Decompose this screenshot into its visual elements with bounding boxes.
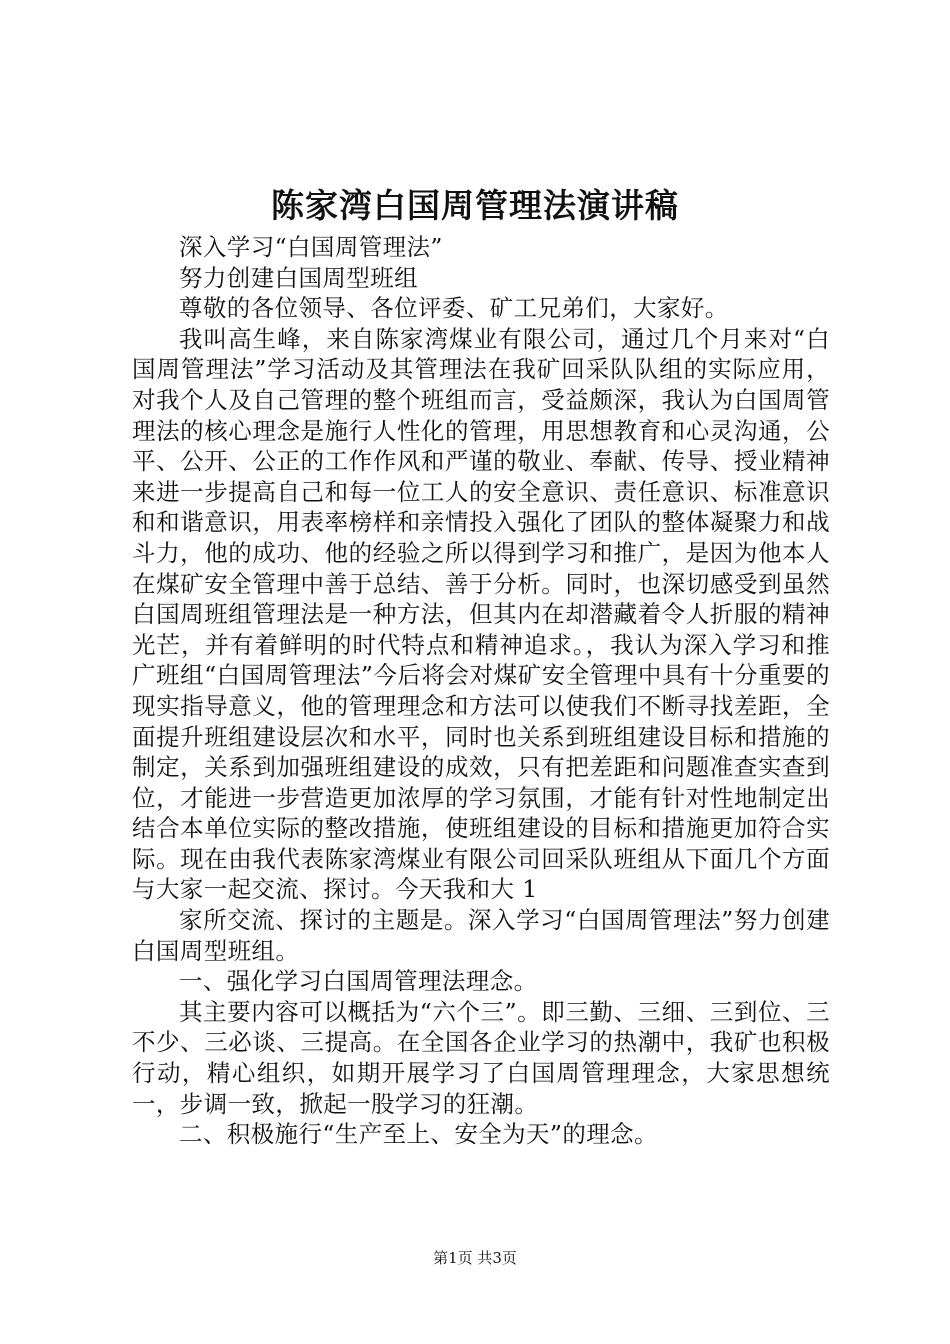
document-body [132,232,830,1150]
paragraph-heading-2: 二、积极施行“生产至上、安全为天”的理念。 [179,1120,658,1149]
paragraph-greeting: 尊敬的各位领导、各位评委、矿工兄弟们，大家好。 [179,294,729,323]
paragraph-heading-1: 一、强化学习白国周管理法理念。 [179,967,538,996]
paragraph-body: 我叫高生峰，来自陈家湾煤业有限公司，通过几个月来对“白国周管理法”学习活动及其管理法在我矿回采队队组的实际应用，对我个人及自己管理的整个班组而言，受益颇深，我认为白国周管理法的核心理念是施行人性化的管理，用思想教育和心灵沟通，公平、公开、公正的工作作风和严谨的敬业、奉献、传导、授业精神来进一步提高自己和每一位工人的安全意识、责任意识、标准意识和和谐意识，用表率榜样和亲情投入强化了团队的整体凝聚力和战斗力，他的成功、他的经验之所以得到学习和推广，是因为他本人在煤矿安全管理中善于总结、善于分析。同时，也深切感受到虽然白国周班组管理法是一种方法，但其内在却潜藏着令人折服的精神光芒，并有着鲜明的时代特点和精神追求。，我认为深入学习和推广班组“白国周管理法”今后将会对煤矿安全管理中具有十分重要的现实指导意义，他的管理理念和方法可以使我们不断寻找差距，全面提升班组建设层次和水平，同时也关系到班组建设目标和措施的制定，关系到加强班组建设的成效，只有把差距和问题准查实查到位，才能进一步营造更加浓厚的学习氛围，才能有针对性地制定出结合本单位实际的整改措施，使班组建设的目标和措施更加符合实际。现在由我代表陈家湾煤业有限公司回采队班组从下面几个方面与大家一起交流、探讨。今天我和大 1 [132,324,830,904]
paragraph-body: 家所交流、探讨的主题是。深入学习“白国周管理法”努力创建白国周型班组。 [132,906,830,965]
page-number-footer: 第1页 共3页 [433,1249,517,1267]
paragraph-body: 其主要内容可以概括为“六个三”。即三勤、三细、三到位、三不少、三必谈、三提高。在全国各企业学习的热潮中，我矿也积极行动，精心组织，如期开展学习了白国周管理理念，大家思想统一，步调一致，掀起一股学习的狂潮。 [132,997,830,1118]
document-title: 陈家湾白国周管理法演讲稿 [271,186,679,225]
paragraph-subtitle-1: 深入学习“白国周管理法” [179,233,443,261]
paragraph-subtitle-2: 努力创建白国周型班组 [179,263,418,292]
